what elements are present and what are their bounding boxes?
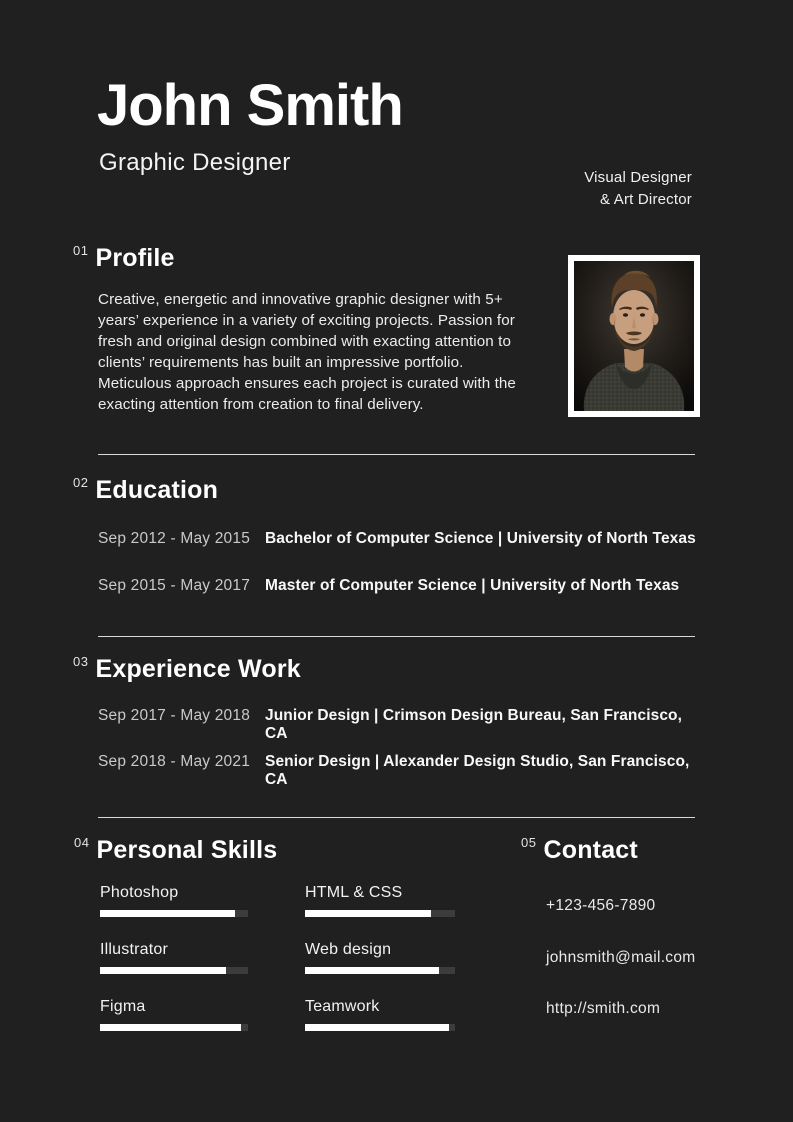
job-title: Graphic Designer (99, 149, 291, 176)
skill-item (305, 998, 455, 1031)
skill-progress-bar (305, 910, 455, 917)
experience-row (98, 753, 698, 789)
skill-label: Photoshop (100, 884, 179, 901)
section-title: Experience Work (95, 655, 301, 683)
contact-website[interactable]: http://smith.com (546, 1000, 661, 1017)
person-name: John Smith (97, 73, 403, 138)
skill-item (100, 998, 248, 1031)
tagline-line-1: Visual Designer (584, 169, 692, 186)
skill-progress-bar (100, 967, 248, 974)
skill-progress-bar (100, 910, 248, 917)
experience-section-heading (73, 656, 301, 684)
skill-label: Web design (305, 941, 392, 958)
skills-section-heading (74, 837, 277, 865)
section-number: 04 (74, 835, 90, 850)
skill-item (305, 941, 455, 974)
education-dates: Sep 2015 - May 2017 (98, 577, 251, 594)
contact-phone[interactable]: +123-456-7890 (546, 897, 656, 914)
experience-dates: Sep 2018 - May 2021 (98, 753, 251, 770)
skill-label: Teamwork (305, 998, 380, 1015)
skill-progress-bar (305, 967, 455, 974)
section-number: 05 (521, 835, 537, 850)
skill-label: Figma (100, 998, 146, 1015)
profile-summary-text: Creative, energetic and innovative graphic designer with 5+ years’ experience in a variety of exciting projects. Passion for fresh and original design combined with exacting attention to clients’ requirements has built an impressive portfolio. Meticulous approach ensures each project is curated with the exacting attention from creation to final delivery. (98, 291, 516, 413)
section-divider (98, 636, 695, 637)
skill-progress-fill (100, 967, 226, 974)
skill-progress-fill (305, 910, 431, 917)
education-description: Master of Computer Science | University of North Texas (265, 577, 680, 594)
skill-item (100, 884, 248, 917)
skill-item (100, 941, 248, 974)
experience-row (98, 707, 698, 743)
section-number: 02 (73, 475, 89, 490)
education-section-heading (73, 477, 218, 505)
contact-email[interactable]: johnsmith@mail.com (546, 948, 696, 966)
skill-progress-fill (100, 910, 235, 917)
education-row (98, 530, 698, 548)
section-title: Profile (95, 244, 175, 272)
skill-progress-fill (305, 967, 439, 974)
section-divider (98, 817, 695, 818)
skill-progress-fill (305, 1024, 449, 1031)
tagline-line-2: & Art Director (600, 191, 692, 208)
profile-section-heading (73, 245, 175, 273)
skill-progress-bar (100, 1024, 248, 1031)
section-number: 01 (73, 243, 89, 258)
section-title: Education (95, 476, 219, 504)
contact-section-heading (521, 837, 638, 865)
section-title: Personal Skills (96, 836, 278, 864)
portrait-illustration (574, 261, 694, 411)
section-number: 03 (73, 654, 89, 669)
skill-label: HTML & CSS (305, 884, 403, 901)
profile-photo (568, 255, 700, 417)
tagline (584, 167, 692, 211)
skill-progress-bar (305, 1024, 455, 1031)
skill-item (305, 884, 455, 917)
experience-description: Junior Design | Crimson Design Bureau, San Francisco, CA (265, 707, 683, 742)
skills-column-left (100, 884, 248, 1055)
skill-progress-fill (100, 1024, 241, 1031)
section-title: Contact (543, 836, 638, 864)
experience-dates: Sep 2017 - May 2018 (98, 707, 251, 724)
contact-list (546, 897, 695, 1052)
skills-column-right (305, 884, 455, 1055)
education-row (98, 577, 698, 595)
education-description: Bachelor of Computer Science | University of North Texas (265, 530, 696, 547)
skill-label: Illustrator (100, 941, 168, 958)
section-divider (98, 454, 695, 455)
experience-description: Senior Design | Alexander Design Studio, San Francisco, CA (265, 753, 690, 788)
education-dates: Sep 2012 - May 2015 (98, 530, 251, 547)
